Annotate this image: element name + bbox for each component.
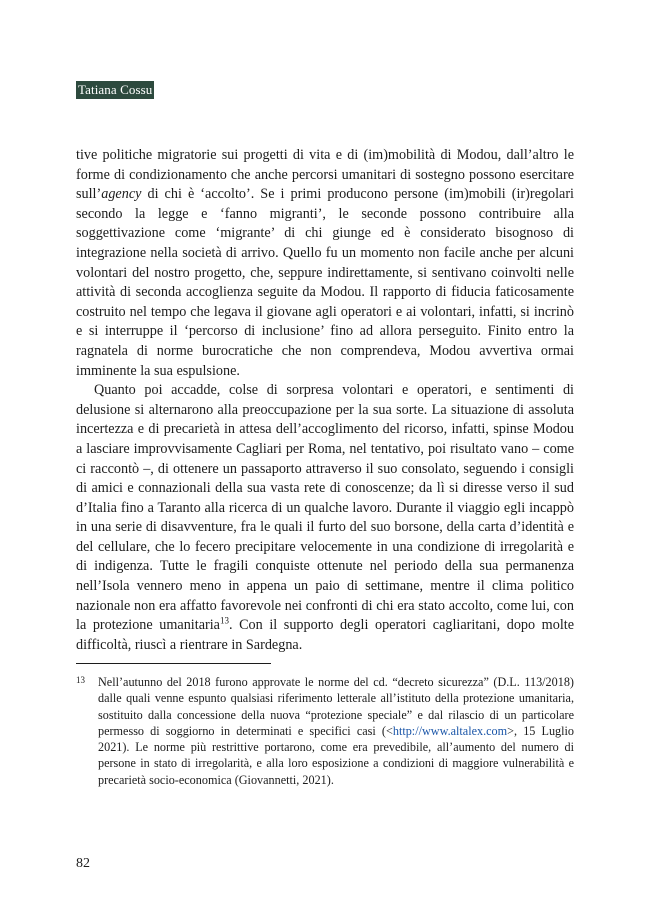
paragraph-1-italic-term: agency (101, 186, 142, 203)
footnote-link-altalex[interactable]: http://www.altalex.com (392, 723, 508, 738)
paragraph-1 (76, 146, 574, 381)
paragraph-2 (76, 381, 574, 655)
paragraph-2-text-a: Quanto poi accadde, colse di sorpresa volontari e operatori, e sentimenti di delusione si alternarono alla preoccupazione per la sua sorte. La situazione di assoluta incertezza e di precarietà in attesa dell’accoglimento del ricorso, infatti, spinse Modou a lasciare improvvisamente Cagliari per Roma, nel tentativo, poi risultato vano – come ci raccontò –, di ottenere un passaporto attraverso il suo consolato, seguendo i consigli di amici e connazionali della sua vasta rete di conoscenze; da lì si diresse verso il sud d’Italia fino a Taranto alla ricerca di un qualche lavoro. Durante il viaggio egli incappò in una serie di disavventure, fra le quali il furto del suo borsone, della carta d’identità e del cellulare, che lo fecero precipitare velocemente in una condizione di irregolarità e di indigenza. Tutte le fragili conquiste ottenute nel periodo della sua permanenza nell’Isola vennero meno in appena un paio di settimane, mentre il clima politico nazionale non era affatto favorevole nei confronti di chi era stato accolto, come lui, con la protezione umanitaria (76, 382, 574, 634)
footnote-13 (76, 674, 574, 788)
page-number: 82 (76, 856, 90, 871)
footnote-text-a: Nell’autunno del 2018 furono approvate le norme del cd. “decreto sicurezza” (D.L. 113/2018) dalle quali venne espunto qualsiasi riferimento letterale all’istituto della protezione umanitaria, sostituito dalla concessione della nuova “protezione speciale” e dal rilascio di un particolare permesso di soggiorno in determinati e specifici casi (< (98, 675, 574, 738)
paragraph-1-text-a: tive politiche migratorie sui progetti di vita e di (im)mobilità di Modou, dall’altro le forme di condizionamento che anche percorsi umanitari di sostegno possono esercitare sull’ (76, 147, 574, 203)
paragraph-1-text-c: di chi è ‘accolto’. Se i primi producono persone (im)mobili (ir)regolari secondo la legge e ‘fanno migranti’, le seconde possono contribuire alla soggettivazione come ‘migrante’ di chi giunge ed è considerato bisognoso di integrazione nella società di arrivo. Quello fu un momento non facile anche per alcuni volontari del nostro progetto, che, seppure indirettamente, si sentivano coinvolti nelle attività di seconda accoglienza seguite da Modou. Il rapporto di fiducia faticosamente costruito nel tempo che legava il giovane agli operatori e ai volontari, infatti, si incrinò e si interruppe il ‘percorso di inclusione’ fino ad allora perseguito. Finito entro la ragnatela di norme burocratiche che non comprendeva, Modou avvertiva ormai imminente la sua espulsione. (76, 186, 574, 379)
running-header-author: Tatiana Cossu (78, 82, 153, 97)
footnote-number: 13 (76, 675, 85, 685)
footnote-reference-13[interactable]: 13 (219, 615, 229, 626)
footnote-separator (76, 663, 271, 664)
main-text (76, 146, 574, 655)
paragraph-2-text-b: . Con il supporto degli operatori cagliaritani, dopo molte difficoltà, riuscì a rientrare in Sardegna. (76, 617, 574, 653)
footnote-text-b: >, 15 Luglio 2021). Le norme più restrittive portarono, come era prevedibile, all’aumento del numero di persone in stato di irregolarità, e alla loro esposizione a condizioni di maggiore vulnerabilità e precarietà socio-economica (Giovannetti, 2021). (98, 723, 575, 787)
footnote-body (98, 674, 574, 788)
